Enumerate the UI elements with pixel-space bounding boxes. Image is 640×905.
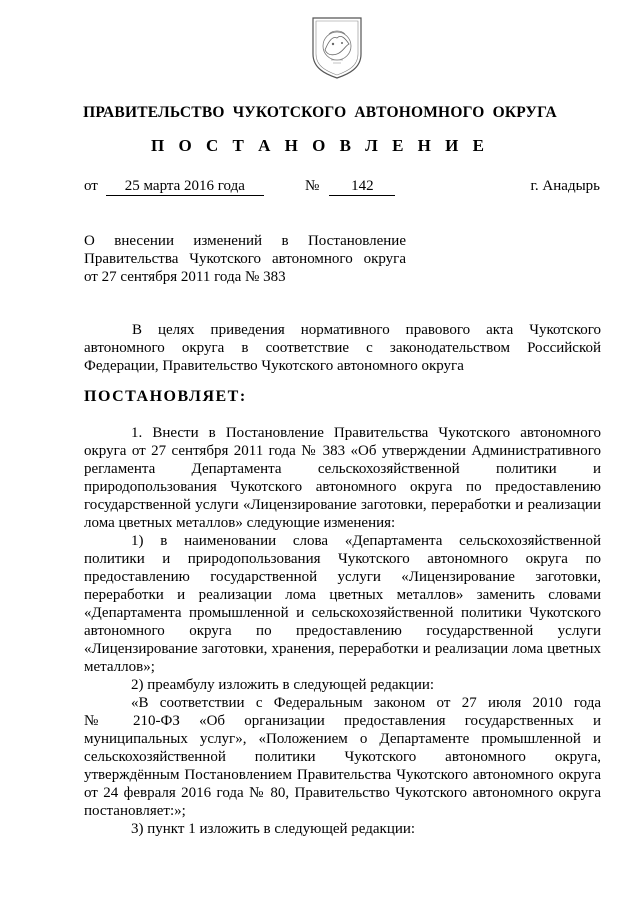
number-sign: №: [305, 178, 320, 194]
preamble-line: В целях приведения нормативного правового акта Чукотского: [132, 322, 601, 338]
body-line: государственной услуги «Лицензирование заготовки, переработки и реализации: [84, 497, 601, 513]
resolves-heading: ПОСТАНОВЛЯЕТ:: [84, 388, 247, 405]
body-line: «Департамента промышленной и сельскохозяйственной политики Чукотского: [84, 605, 601, 621]
date-value: 25 марта 2016 года: [106, 178, 264, 196]
body-line: металлов»;: [84, 659, 155, 675]
body-line: 1) в наименовании слова «Департамента сельскохозяйственной: [131, 533, 601, 549]
subject-line: Правительства Чукотского автономного округа: [84, 251, 406, 267]
body-line: природопользования Чукотского автономного округа по предоставлению: [84, 479, 601, 495]
body-line: автономного округа по предоставлению государственной услуги: [84, 623, 601, 639]
date-field: [84, 178, 264, 196]
preamble-line: Федерации, Правительство Чукотского автономного округа: [84, 358, 464, 374]
subject-block: [84, 232, 406, 286]
body-line: «Лицензирование заготовки, хранения, переработки и реализации лома цветных: [84, 641, 601, 657]
number-field: [305, 178, 395, 196]
preamble-line: автономного округа в соответствие с законодательством Российской: [84, 340, 601, 356]
preamble: [84, 321, 601, 375]
date-prefix: от: [84, 178, 98, 194]
body-line: 2) преамбулу изложить в следующей редакции:: [131, 677, 435, 693]
body-line: переработки и реализации лома цветных металлов» заменить словами: [84, 587, 601, 603]
body-line: политики и природопользования Чукотского автономного округа по: [84, 551, 601, 567]
body-line: постановляет:»;: [84, 803, 186, 819]
body-line: утверждённым Постановлением Правительства Чукотского автономного округа: [84, 767, 601, 783]
body-line: регламента Департамента сельскохозяйственной политики и: [84, 461, 601, 477]
body-line: лома цветных металлов» следующие изменения:: [84, 515, 396, 531]
number-value: 142: [329, 178, 395, 196]
body-line: № 210-ФЗ «Об организации предоставления государственных и: [84, 713, 601, 729]
body-line: муниципальных услуг», «Положением о Департаменте промышленной и: [84, 731, 601, 747]
body-line: сельскохозяйственной политики Чукотского автономного округа,: [84, 749, 601, 765]
body-line: 3) пункт 1 изложить в следующей редакции:: [131, 821, 416, 837]
body-line: 1. Внести в Постановление Правительства Чукотского автономного: [131, 425, 601, 441]
city: г. Анадырь: [530, 178, 600, 194]
coat-of-arms-emblem: [309, 14, 365, 80]
subject-line: от 27 сентября 2011 года № 383: [84, 269, 286, 285]
body-line: предоставлению государственной услуги «Лицензирование заготовки,: [84, 569, 601, 585]
subject-line: О внесении изменений в Постановление: [84, 233, 406, 249]
resolution-body: [84, 424, 601, 838]
body-line: от 24 февраля 2016 года № 80, Правительство Чукотского автономного округа: [84, 785, 601, 801]
government-title: ПРАВИТЕЛЬСТВО ЧУКОТСКОГО АВТОНОМНОГО ОКРУГА: [83, 104, 557, 121]
body-line: «В соответствии с Федеральным законом от 27 июля 2010 года: [131, 695, 601, 711]
body-line: округа от 27 сентября 2011 года № 383 «Об утверждении Административного: [84, 443, 601, 459]
document-type-title: П О С Т А Н О В Л Е Н И Е: [151, 136, 489, 155]
